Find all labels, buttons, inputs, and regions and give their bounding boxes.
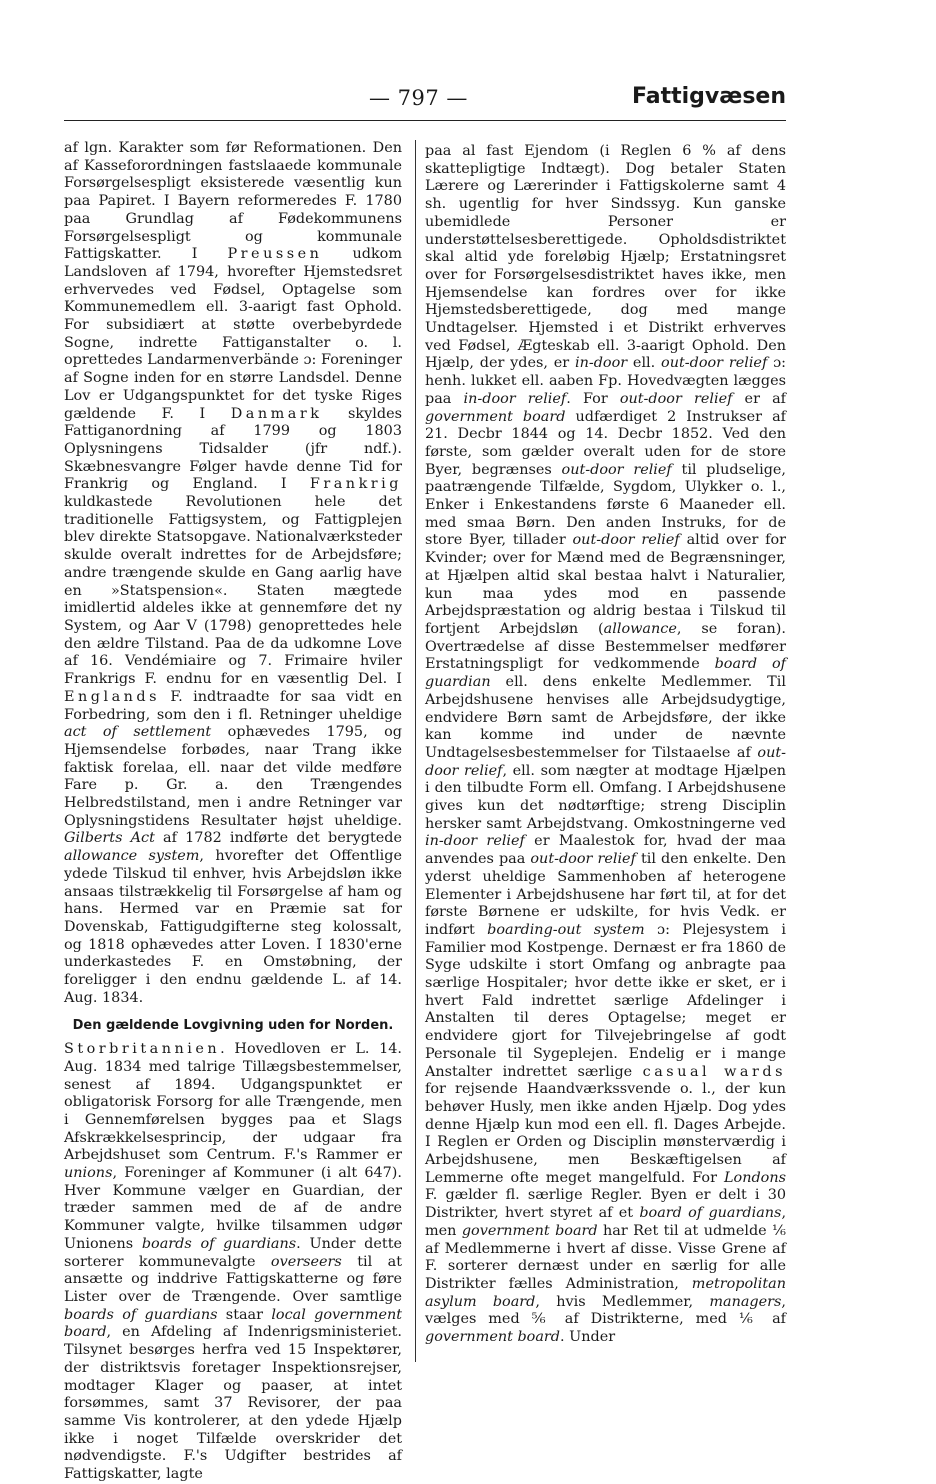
text-run: af lgn. Karakter som før Reformationen. Den af Kasseforordningen fastslaaede kommunale Forsørgelsespligt eksisterede væsentlig kun paa Papiret. I Bayern reformeredes F. 1780 paa Grundlag af Fødekommunens Forsørgelsespligt og kommunale Fattigskatter. I: [64, 140, 402, 263]
italic-term: out-door relief: [572, 532, 680, 549]
italic-term: boarding-out system: [487, 921, 645, 938]
text-run: F. indtraadte for saa vidt en Forbedring, som den i fl. Retninger uheldige: [64, 688, 402, 723]
italic-term: in-door: [574, 355, 628, 372]
text-run: har Ret til at udmelde ⅙ af Medlemmerne i hvert af disse. Visse Grene af F. sorterer dernæst under en særlig for alle Distrikter fælles Administration,: [425, 1222, 786, 1292]
spaced-term: Preussen: [227, 246, 323, 263]
text-run: F. gælder fl. særlige Regler. Byen er delt i 30 Distrikter, hvert styret af et: [425, 1187, 786, 1222]
page-number: — 797 —: [369, 86, 468, 110]
spaced-term: Storbritannien: [64, 1041, 221, 1058]
italic-term: allowance system: [64, 848, 200, 865]
paragraph-britain: [64, 1041, 402, 1484]
text-run: er af: [732, 390, 786, 407]
italic-term: local government board: [64, 1306, 403, 1341]
text-run: ophævedes 1795, og Hjemsendelse forbødes, naar Trang ikke faktisk forelaa, ell. naar det vilde medføre Fare p. Gr. a. den Trængendes Helbredstilstand, men i andre Retninger var Oplysningstidens Resultater højst uheldige.: [64, 724, 402, 829]
italic-term: out-door relief: [661, 355, 768, 372]
italic-term: government board: [425, 1329, 561, 1346]
italic-term: boards of guardians: [64, 1306, 218, 1323]
italic-term: managers: [709, 1293, 782, 1310]
italic-term: out-door relief: [561, 461, 672, 478]
italic-term: in-door relief: [463, 390, 567, 407]
italic-term: board of guardians: [639, 1205, 782, 1222]
text-run: . Hovedloven er L. 14. Aug. 1834 med talrige Tillægsbestemmelser, senest af 1894. Udgangspunktet er obligatorisk Forsorg for alle Trængende, men i Gennemførelsen bygges paa et Slags Afskrækkelsesprincip, der udgaar fra Arbejdshuset som Centrum. F.'s Rammer er: [64, 1041, 402, 1164]
text-run: , ell. som nægter at modtage Hjælpen i den tilbudte Form ell. Omfang. I Arbejdshusene gives kun det nødtørftige; streng Disciplin hersker samt Arbejdstvang. Omkostningerne ved: [425, 762, 787, 832]
spaced-term: Englands: [64, 688, 161, 705]
text-run: er Maalestok for, hvad der maa anvendes paa: [425, 833, 787, 868]
text-run: ell. dens enkelte Medlemmer. Til Arbejdshusene henvises alle Arbejdsudygtige, endvidere Børn samt de Arbejdsføre, der ikke kan komme ind under de nævnte Undtagelsesbestemmelser for Tilstaaelse af: [425, 674, 786, 761]
italic-term: out-door relief: [530, 851, 636, 868]
italic-term: boards of guardians: [141, 1235, 297, 1252]
text-run: , se foran). Overtrædelse af disse Bestemmelser medfører Erstatningspligt for vedkommende: [425, 620, 786, 673]
text-run: staar: [217, 1306, 272, 1323]
spaced-term: Frankrig: [309, 476, 402, 493]
spaced-term: Danmark: [230, 405, 323, 422]
text-run: . Under: [560, 1329, 616, 1346]
italic-term: metropolitan asylum board: [425, 1276, 786, 1310]
text-run: til den enkelte. Den yderst uheldige Sammenhoben af heterogene Elementer i Arbejdshusene har ført til, at for det første Børnene er udskilte, for hvis Vedk. er indført: [425, 851, 786, 938]
text-run: , hvis Medlemmer,: [535, 1293, 710, 1310]
italic-term: board of guardian: [425, 656, 786, 691]
section-heading: Den gældende Lovgivning uden for Norden.: [72, 1018, 394, 1034]
text-run: ɔ: henh. lukket ell. aaben Fp. Hovedvægten lægges paa: [425, 355, 786, 407]
text-run: for rejsende Haandværkssvende o. l., der kun behøver Husly, men ikke anden Hjælp. Dog ydes denne Hjælp kun mod een ell. fl. Dages Arbejde. I Reglen er Orden og Disciplin mønsterværdig i Arbejdshusene, men Beskæftigelsen af Lemmerne ofte meget mangelfuld. For: [425, 1081, 786, 1186]
italic-term: Gilberts Act: [64, 830, 155, 847]
text-run: skyldes Fattiganordning af 1799 og 1803 Oplysningens Tidsalder (jfr ndf.). Skæbnesvangre Følger havde denne Tid for Frankrig og England. I: [64, 405, 402, 493]
page-header: [64, 86, 786, 114]
text-run: . For: [566, 390, 620, 407]
paragraph-relief: [425, 143, 786, 1347]
text-run: , en Afdeling af Indenrigsministeriet. Tilsynet besørges herfra ved 15 Inspektører, der distriktsvis foretager Inspektionsrejser, modtager Klager og paaser, at intet forsømmes, samt 37 Revisorer, der paa samme Vis kontrolerer, at den ydede Hjælp ikke i noget Tilfælde overskrider det nødvendigste. F.'s Udgifter bestrides af Fattigskatter, lagte: [64, 1324, 402, 1483]
italic-term: overseers: [270, 1253, 342, 1270]
italic-term: out-door relief: [619, 390, 733, 407]
italic-term: government board: [461, 1222, 598, 1239]
italic-term: unions: [64, 1165, 113, 1182]
text-run: udfærdiget 2 Instrukser af 21. Decbr 1844 og 14. Decbr 1852. Ved den første, som gælder overalt uden for de store Byer, begrænses: [425, 408, 786, 478]
text-run: paa al fast Ejendom (i Reglen 6 % af dens skattepligtige Indtægt). Dog betaler Staten Lærere og Lærerinder i Fattigskolerne samt 4 sh. ugentlig for hver Sindssyg. Kun ganske ubemidlede Personer er understøttelsesberettigede. Opholdsdistriktet skal altid yde foreløbig Hjælp; Erstatningsret over for Forsørgelsesdistriktet haves ikke, men Hjemsendelse kan fordres over for ikke Hjemstedsberettigede, dog med mange Undtagelser. Hjemsted i et Distrikt erhverves ved Fødsel, Ægteskab ell. 3-aarigt Ophold. Den Hjælp, der ydes, er: [425, 143, 786, 372]
text-run: kuldkastede Revolutionen hele det traditionelle Fattigsystem, og Fattigplejen blev direkte Statsopgave. Nationalværksteder skulde overalt indrettes for de Arbejdsføre; andre trængende skulde en Gang aarlig have en »Statspension«. Staten mægtede imidlertid aldeles ikke at gennemføre det ny System, og Aar V (1798) genoprettedes hele den ældre Tilstand. Paa de da udkomne Love af 16. Vendémiaire og 7. Frimaire hviler Frankrigs F. endnu for en væsentlig Del. I: [64, 494, 402, 688]
text-run: altid over for Kvinder; over for Mænd med de Begrænsninger, at Hjælpen altid skal bestaa halvt i Naturalier, kun maa ydes mod en passende Arbejdspræstation og aldrig bestaa i Tilskud til fortjent Arbejdsløn (: [425, 532, 787, 637]
column-divider: [415, 140, 416, 1362]
running-title: Fattigvæsen: [632, 84, 786, 109]
text-run: , vælges med ⅚ af Distrikterne, med ⅙ af: [425, 1293, 786, 1328]
text-run: udkom Landsloven af 1794, hvorefter Hjemstedsret erhvervedes ved Fødsel, Optagelse som Kommunemedlem ell. 3-aarigt fast Ophold. For subsidiært at støtte overbebyrdede Sogne, indrette Fattiganstalter o. l. oprettedes Landarmenverbände ɔ: Foreninger af Sogne inden for en større Landsdel. Denne Lov er Udgangspunktet for det tyske Riges gældende F. I: [64, 246, 402, 422]
italic-term: government board: [425, 408, 566, 425]
spaced-term: casual wards: [642, 1063, 786, 1080]
text-run: , hvorefter det Offentlige ydede Tilskud til enhver, hvis Arbejdsløn ikke ansaas tilstrækkelig til Forsørgelse af ham og hans. Hermed var en Præmie sat for Dovenskab, Fattigudgifterne steg kolossalt, og 1818 ophævedes atter Loven. I 1830'erne underkastedes F. en Omstøbning, der foreligger i den endnu gældende L. af 14. Aug. 1834.: [64, 848, 403, 1006]
text-run: til at ansætte og inddrive Fattigskatterne og føre Lister over de Trængende. Over samtlige: [64, 1253, 403, 1305]
italic-term: allowance: [603, 620, 677, 637]
text-run: . Under dette sorterer kommunevalgte: [64, 1235, 402, 1270]
italic-term: act of settlement: [64, 724, 212, 741]
header-rule: [64, 120, 786, 121]
paragraph-history: [64, 140, 402, 1007]
italic-term: Londons: [723, 1169, 786, 1186]
left-column: [64, 140, 402, 1484]
text-run: , Foreninger af Kommuner (i alt 647). Hver Kommune vælger en Guardian, der træder sammen med de af de andre Kommuner valgte, hvilke tilsammen udgør Unionens: [64, 1165, 402, 1252]
text-run: af 1782 indførte det berygtede: [154, 830, 402, 847]
text-run: ell.: [627, 355, 662, 372]
text-run: til pludselige, paatrængende Tilfælde, Sygdom, Ulykker o. l., Enker i Enkestandens første 6 Maaneder ell. med smaa Børn. Den anden Instruks, for de store Byer, tillader: [425, 461, 786, 549]
right-column: [425, 143, 786, 1347]
italic-term: out-door relief: [425, 744, 786, 779]
text-run: ɔ: Plejesystem i Familier mod Kostpenge. Dernæst er fra 1860 de Syge udskilte i stort Omfang og anbragte paa særlige Hospitaler; hvor dette ikke er sket, er i hvert Fald indrettet særlige Afdelinger i Anstalten til deres Optagelse; meget er endvidere gjort for Tilvejebringelse af godt Personale til Sygeplejen. Endelig er i mange Anstalter indrettet særlige: [425, 921, 786, 1080]
italic-term: in-door relief: [425, 833, 525, 850]
text-run: , men: [425, 1205, 787, 1239]
